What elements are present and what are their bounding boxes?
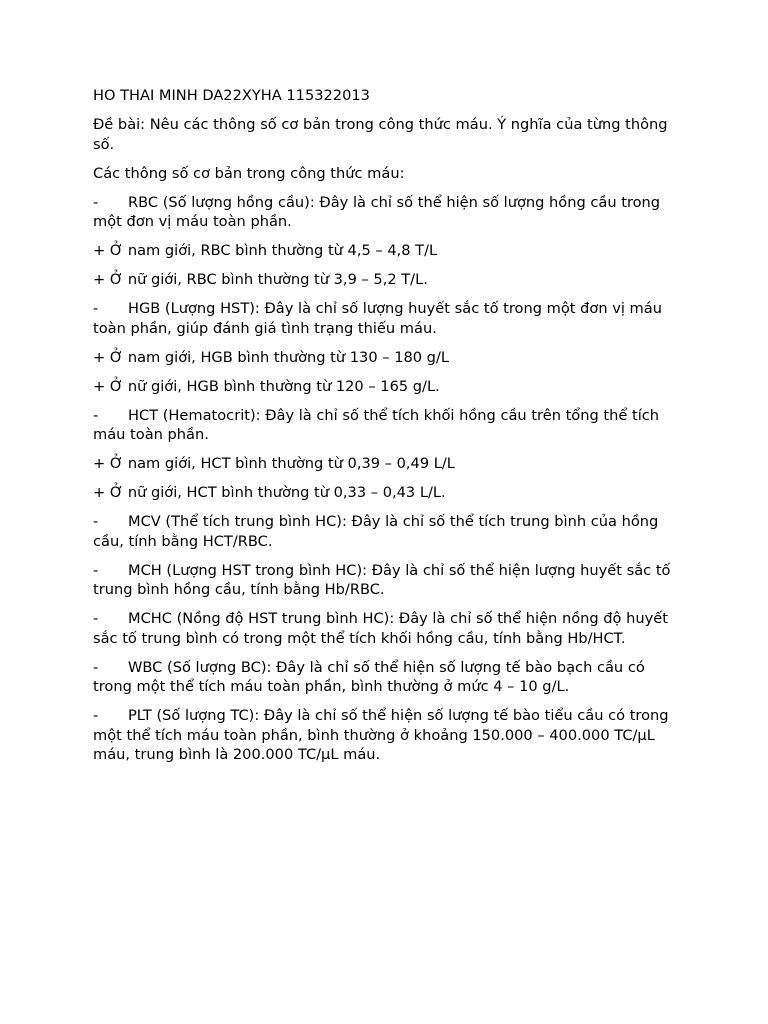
list-item bbox=[93, 406, 673, 445]
list-item bbox=[93, 561, 673, 600]
list-item bbox=[93, 270, 673, 290]
header-line: HO THAI MINH DA22XYHA 115322013 bbox=[93, 87, 370, 104]
list-item bbox=[93, 483, 673, 503]
list-item bbox=[93, 454, 673, 474]
list-item bbox=[93, 377, 673, 397]
list-item-text: + Ở nữ giới, HGB bình thường từ 120 – 165 g/L. bbox=[93, 377, 440, 395]
list-item-text: MCV (Thể tích trung bình HC): Đây là chỉ số thể tích trung bình của hồng cầu, tính bằng HCT/RBC. bbox=[93, 513, 659, 550]
list-dash: - bbox=[93, 406, 99, 424]
list-item-text: MCHC (Nồng độ HST trung bình HC): Đây là chỉ số thể hiện nồng độ huyết sắc tố trung bình có trong một thể tích khối hồng cầu, tính bằng Hb/HCT. bbox=[93, 610, 668, 647]
list-item bbox=[93, 658, 673, 697]
list-item-text: WBC (Số lượng BC): Đây là chỉ số thể hiện số lượng tế bào bạch cầu có trong một thể tích máu toàn phần, bình thường ở mức 4 – 10 g/L. bbox=[93, 658, 645, 695]
list-item-text: RBC (Số lượng hồng cầu): Đây là chỉ số thể hiện số lượng hồng cầu trong một đơn vị máu toàn phần. bbox=[93, 193, 661, 230]
list-dash: - bbox=[93, 610, 99, 627]
list-dash: - bbox=[93, 193, 99, 211]
list-item-text: + Ở nam giới, HGB bình thường từ 130 – 180 g/L bbox=[93, 348, 449, 366]
document-body bbox=[93, 86, 673, 774]
list-item-text: + Ở nam giới, RBC bình thường từ 4,5 – 4,8 T/L bbox=[93, 242, 438, 259]
list-item-text: + Ở nam giới, HCT bình thường từ 0,39 – 0,49 L/L bbox=[93, 455, 455, 472]
list-dash: - bbox=[93, 658, 99, 676]
list-item bbox=[93, 512, 673, 551]
list-item-text: MCH (Lượng HST trong bình HC): Đây là chỉ số thể hiện lượng huyết sắc tố trung bình hồng cầu, tính bằng Hb/RBC. bbox=[93, 561, 671, 598]
list-item bbox=[93, 348, 673, 368]
list-item-text: HCT (Hematocrit): Đây là chỉ số thể tích khối hồng cầu trên tổng thể tích máu toàn phần. bbox=[93, 406, 660, 443]
list-item bbox=[93, 193, 673, 232]
list-dash: - bbox=[93, 561, 99, 579]
list-item-text: PLT (Số lượng TC): Đây là chỉ số thể hiện số lượng tế bào tiểu cầu có trong một thể tích máu toàn phần, bình thường ở khoảng 150.000 – 400.000 TC/µL máu, trung bình là 200.000 TC/µL máu. bbox=[93, 707, 669, 763]
list-item-text: HGB (Lượng HST): Đây là chỉ số lượng huyết sắc tố trong một đơn vị máu toàn phần, giúp đánh giá tình trạng thiếu máu. bbox=[93, 300, 662, 337]
list-item bbox=[93, 241, 673, 261]
list-dash: - bbox=[93, 300, 99, 317]
assignment-prompt: Đề bài: Nêu các thông số cơ bản trong công thức máu. Ý nghĩa của từng thông số. bbox=[93, 116, 668, 153]
list-item-text: + Ở nữ giới, RBC bình thường từ 3,9 – 5,2 T/L. bbox=[93, 271, 428, 288]
list-dash: - bbox=[93, 513, 99, 530]
list-item bbox=[93, 609, 673, 648]
list-dash: - bbox=[93, 707, 99, 724]
list-item-text: + Ở nữ giới, HCT bình thường từ 0,33 – 0,43 L/L. bbox=[93, 484, 446, 501]
list-item bbox=[93, 299, 673, 338]
intro-line: Các thông số cơ bản trong công thức máu: bbox=[93, 164, 405, 182]
list-item bbox=[93, 706, 673, 765]
